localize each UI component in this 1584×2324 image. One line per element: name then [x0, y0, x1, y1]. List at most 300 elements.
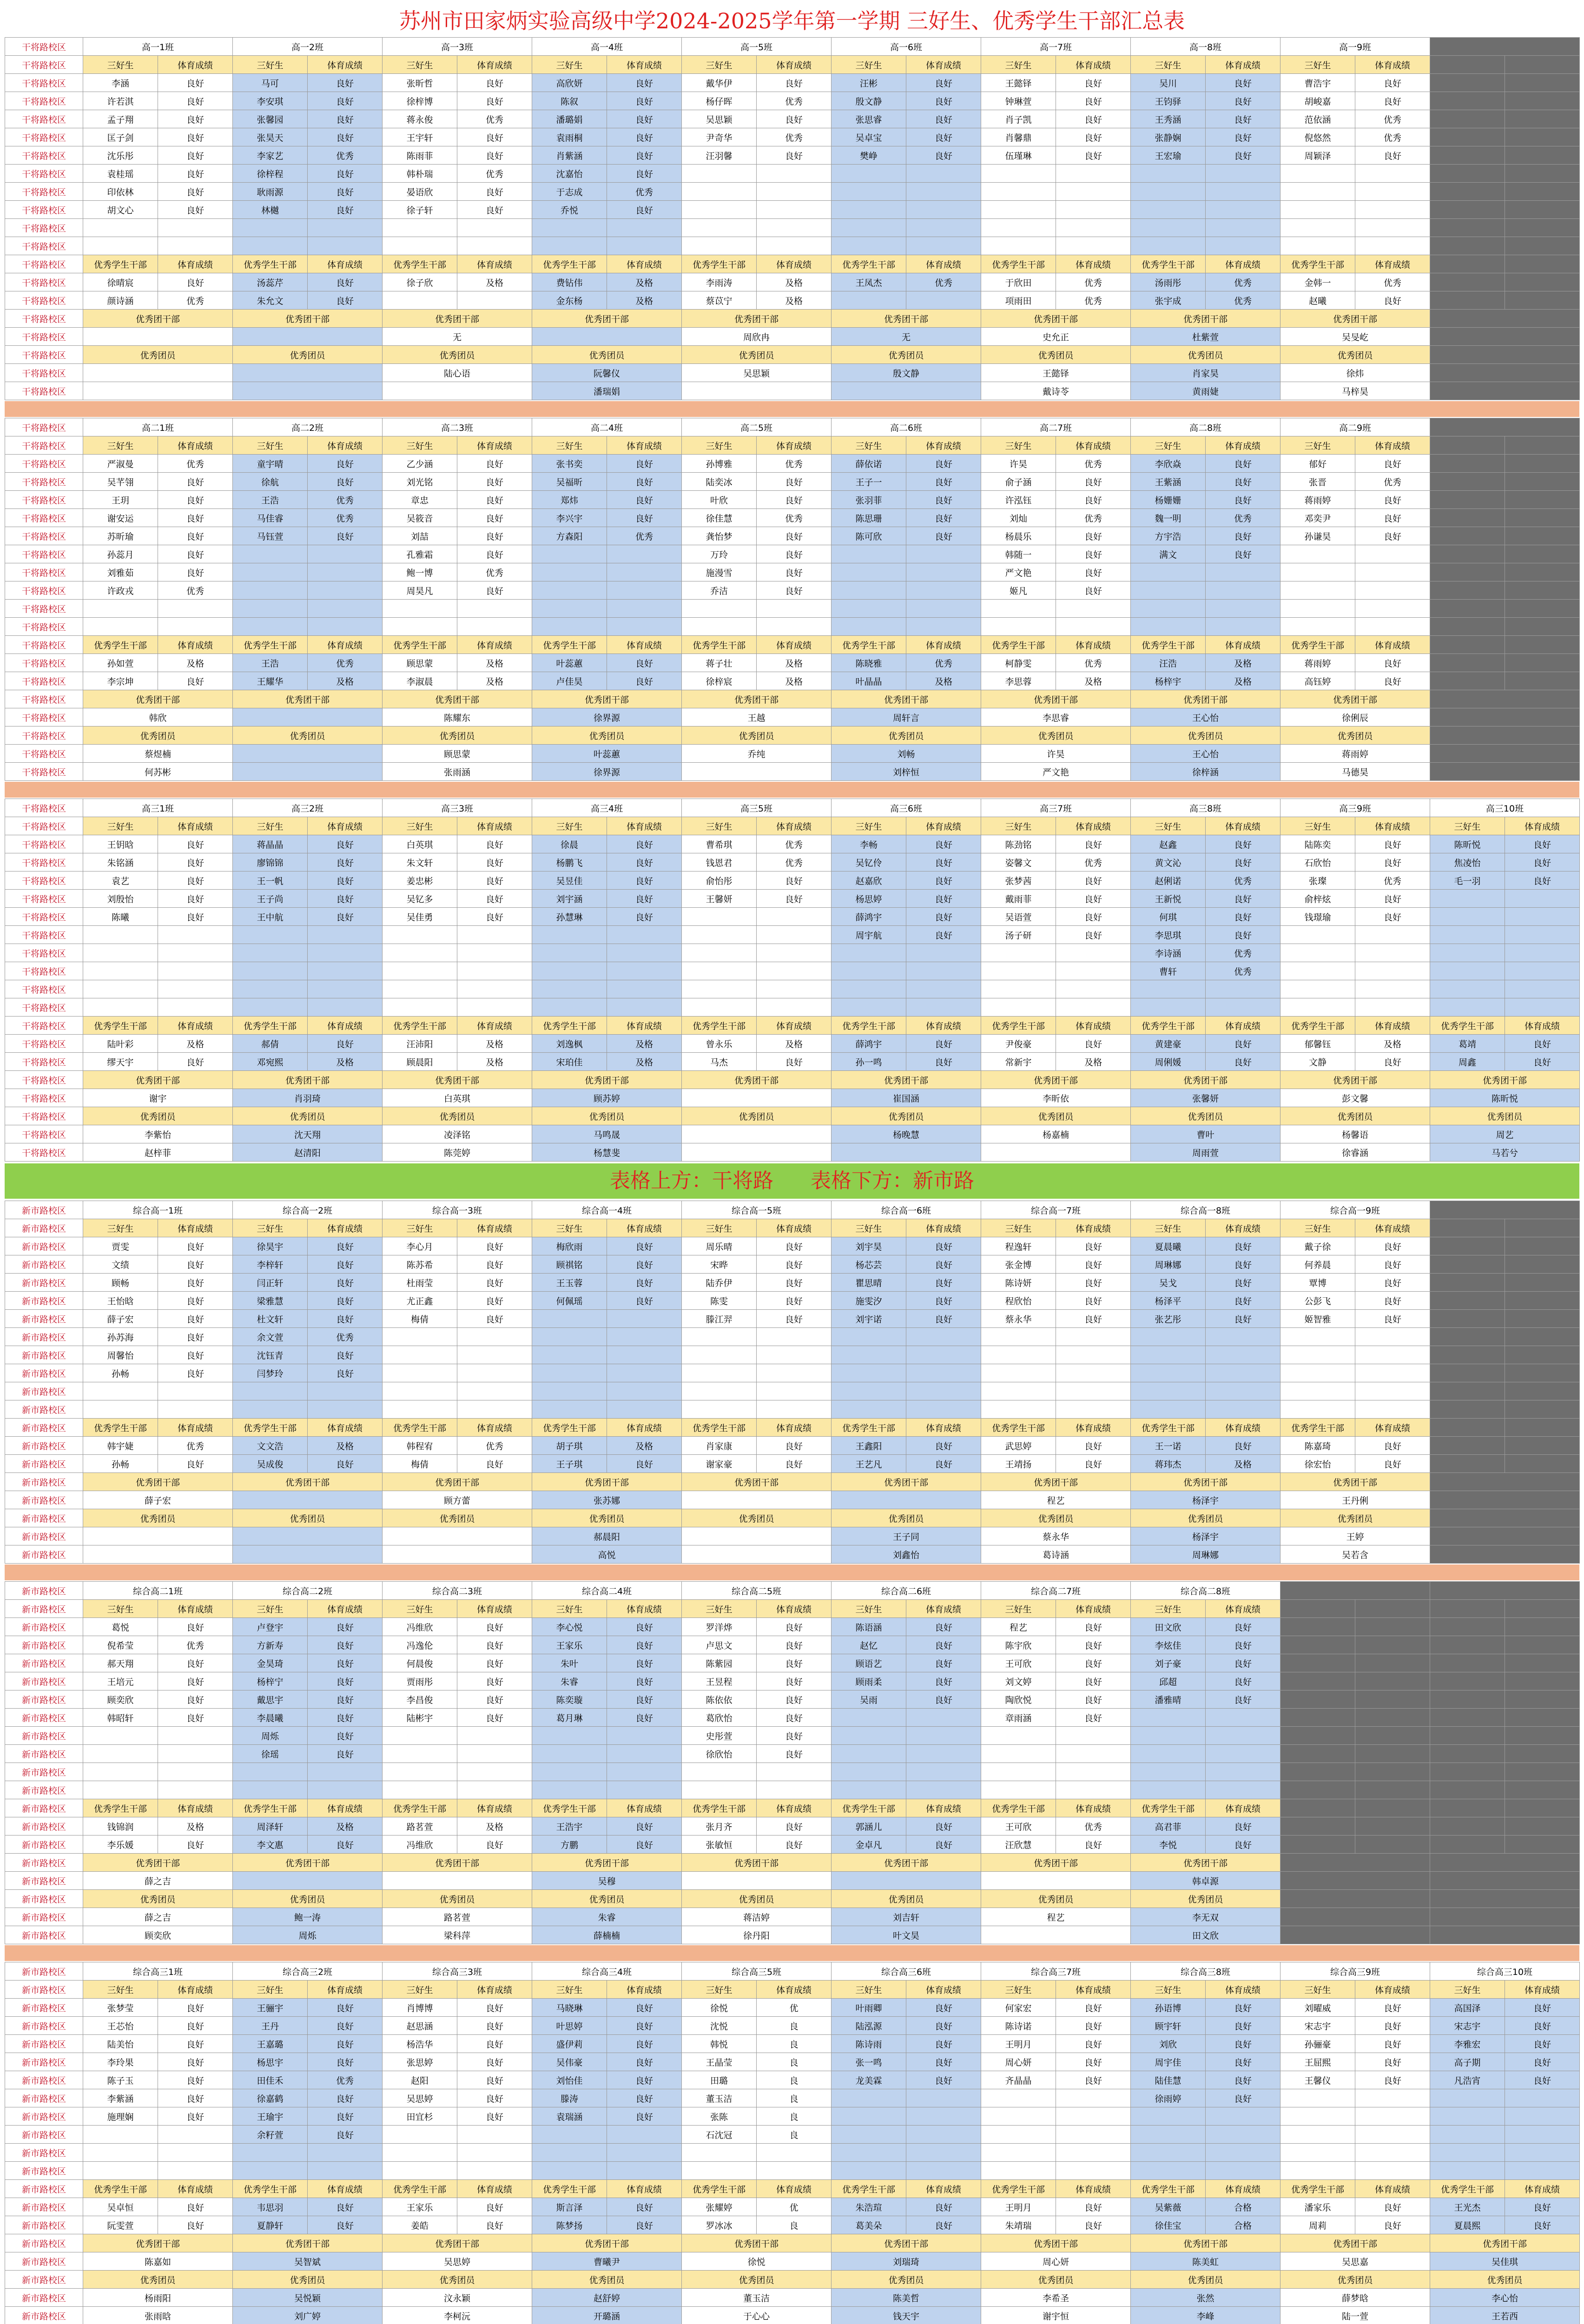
- sports-grade: 优秀: [1056, 273, 1131, 291]
- sports-grade: 良好: [1355, 509, 1430, 527]
- sports-grade: 良好: [607, 165, 682, 183]
- student-name: 蔡煜楠: [83, 745, 233, 763]
- student-name: 于欣田: [981, 273, 1056, 291]
- campus-label: 干将路校区: [5, 1071, 83, 1089]
- sports-grade: 及格: [607, 273, 682, 291]
- sports-grade: 良好: [906, 872, 981, 890]
- empty-cell: [1430, 708, 1580, 726]
- student-name: [682, 908, 757, 926]
- student-name: 何晨俊: [383, 1654, 457, 1672]
- student-name: 汪羽馨: [682, 146, 757, 165]
- class-name: 高三5班: [682, 799, 832, 817]
- class-name: 高二6班: [832, 418, 981, 436]
- student-name: [233, 708, 383, 726]
- col-header-sanhao: 三好生: [981, 436, 1056, 455]
- sports-grade: 良好: [906, 1672, 981, 1690]
- empty-cell: [1505, 1437, 1580, 1455]
- campus-label: 干将路校区: [5, 328, 83, 346]
- student-name: [83, 382, 233, 400]
- sports-grade: 良好: [158, 1835, 233, 1854]
- sports-grade: 良好: [158, 1690, 233, 1709]
- empty-cell: [1430, 1890, 1580, 1908]
- student-name: 刘文婷: [981, 1672, 1056, 1690]
- campus-label: 新市路校区: [5, 1509, 83, 1527]
- campus-label: 新市路校区: [5, 1981, 83, 1999]
- sports-grade: 良好: [607, 509, 682, 527]
- class-name: 高三9班: [1280, 799, 1430, 817]
- block-separator: [5, 782, 1579, 798]
- student-name: 李雅宏: [1430, 2035, 1505, 2053]
- student-name: [981, 2107, 1056, 2126]
- col-header-ganbu: 优秀学生干部: [383, 1017, 457, 1035]
- student-name: 尤正鑫: [383, 1292, 457, 1310]
- student-name: 周鑫: [1430, 1053, 1505, 1071]
- sports-grade: [757, 944, 832, 962]
- sports-grade: 良好: [1056, 581, 1131, 600]
- sports-grade: 优秀: [1056, 291, 1131, 310]
- empty-cell: [1355, 1690, 1430, 1709]
- empty-cell: [1505, 563, 1580, 581]
- sports-grade: 优秀: [1355, 872, 1430, 890]
- sports-grade: [906, 2144, 981, 2162]
- student-name: 马佳睿: [233, 509, 308, 527]
- sports-grade: 及格: [1056, 672, 1131, 690]
- campus-label: 新市路校区: [5, 1364, 83, 1382]
- col-header-sports: 体育成绩: [1355, 1017, 1430, 1035]
- sports-grade: 良好: [1206, 2035, 1280, 2053]
- student-name: [682, 980, 757, 998]
- sports-grade: [607, 1328, 682, 1346]
- campus-label: 新市路校区: [5, 2252, 83, 2271]
- student-name: 滕江羿: [682, 1310, 757, 1328]
- student-name: [233, 1382, 308, 1400]
- empty-cell: [1430, 328, 1580, 346]
- campus-label: 新市路校区: [5, 2107, 83, 2126]
- student-name: 王凤杰: [832, 273, 906, 291]
- campus-label: 干将路校区: [5, 128, 83, 146]
- col-header-sports: 体育成绩: [158, 2180, 233, 2198]
- sports-grade: 良好: [158, 1053, 233, 1071]
- class-name: 综合高一4班: [532, 1201, 682, 1219]
- sports-grade: 良好: [607, 1618, 682, 1636]
- student-name: 俞怡彤: [682, 872, 757, 890]
- sports-grade: 良好: [607, 1455, 682, 1473]
- student-name: 覃博: [1280, 1274, 1355, 1292]
- sports-grade: 优秀: [607, 183, 682, 201]
- empty-cell: [1430, 455, 1505, 473]
- sports-grade: 优秀: [1056, 1817, 1131, 1835]
- sports-grade: 良好: [607, 890, 682, 908]
- student-name: 葛美朵: [832, 2216, 906, 2234]
- col-header-sports: 体育成绩: [1056, 2180, 1131, 2198]
- student-name: [682, 600, 757, 618]
- student-name: 李畅: [832, 835, 906, 853]
- student-name: [233, 926, 308, 944]
- sports-grade: [158, 600, 233, 618]
- sports-grade: 良好: [1056, 2071, 1131, 2089]
- campus-label: 新市路校区: [5, 1781, 83, 1799]
- sports-grade: 良好: [158, 1364, 233, 1382]
- empty-cell: [1430, 1545, 1580, 1564]
- sports-grade: 良好: [757, 1745, 832, 1763]
- sports-grade: 及格: [308, 1437, 383, 1455]
- sports-grade: 及格: [607, 1035, 682, 1053]
- sports-grade: [308, 962, 383, 980]
- class-name: 高一6班: [832, 38, 981, 56]
- empty-cell: [1430, 1854, 1580, 1872]
- col-header-ganbu: 优秀学生干部: [1131, 1419, 1206, 1437]
- student-name: 刘怡佳: [532, 2071, 607, 2089]
- student-name: 程欣怡: [981, 1292, 1056, 1310]
- student-name: 金昊琦: [233, 1654, 308, 1672]
- section-header-tuanyuan: 优秀团员: [383, 1509, 532, 1527]
- sports-grade: [1206, 1709, 1280, 1727]
- class-name: 高一9班: [1280, 38, 1430, 56]
- student-name: 冯维欣: [383, 1835, 457, 1854]
- sports-grade: 优秀: [1206, 944, 1280, 962]
- student-name: 陈美哲: [832, 2289, 981, 2307]
- student-name: 顾雨柔: [832, 1672, 906, 1690]
- sports-grade: 良好: [1056, 835, 1131, 853]
- col-header-ganbu: 优秀学生干部: [1280, 255, 1355, 273]
- class-name: 综合高二1班: [83, 1582, 233, 1600]
- sports-grade: 良好: [1206, 1654, 1280, 1672]
- student-name: 杨芯芸: [832, 1255, 906, 1274]
- empty-cell: [1505, 1709, 1580, 1727]
- sports-grade: [607, 998, 682, 1017]
- col-header-sports: 体育成绩: [1355, 1219, 1430, 1237]
- sports-grade: [158, 1781, 233, 1799]
- student-name: 方新寿: [233, 1636, 308, 1654]
- student-name: 孟子翔: [83, 110, 158, 128]
- sports-grade: [1206, 1727, 1280, 1745]
- sports-grade: 良好: [308, 1274, 383, 1292]
- section-header-tuanyuan: 优秀团员: [383, 726, 532, 745]
- student-name: [1430, 980, 1505, 998]
- student-name: 梁雅慧: [233, 1292, 308, 1310]
- empty-cell: [1505, 1364, 1580, 1382]
- student-name: [832, 1727, 906, 1745]
- student-name: [1280, 1328, 1355, 1346]
- student-name: 薛依诺: [832, 455, 906, 473]
- sports-grade: [1056, 2126, 1131, 2144]
- class-name: 高三7班: [981, 799, 1131, 817]
- sports-grade: 良好: [1056, 1709, 1131, 1727]
- col-header-sports: 体育成绩: [1505, 1981, 1580, 1999]
- empty-cell: [1430, 618, 1505, 636]
- class-block-table: [5, 37, 1580, 400]
- student-name: 陈紫园: [682, 1654, 757, 1672]
- student-name: 鲍一博: [383, 563, 457, 581]
- student-name: 陈劲铭: [981, 835, 1056, 853]
- student-name: 郑炜: [532, 491, 607, 509]
- sports-grade: [457, 237, 532, 255]
- sports-grade: 良好: [1056, 1274, 1131, 1292]
- student-name: [83, 1545, 233, 1564]
- col-header-sports: 体育成绩: [158, 255, 233, 273]
- student-name: 周莉: [1280, 2216, 1355, 2234]
- col-header-ganbu: 优秀学生干部: [1280, 2180, 1355, 2198]
- student-name: 滕涛: [532, 2089, 607, 2107]
- sports-grade: 良好: [1206, 1690, 1280, 1709]
- student-name: [832, 998, 906, 1017]
- sports-grade: 良好: [457, 1636, 532, 1654]
- sports-grade: 良: [757, 2107, 832, 2126]
- section-header-tuanganbu: 优秀团干部: [1131, 2234, 1280, 2252]
- col-header-sanhao: 三好生: [1131, 1219, 1206, 1237]
- student-name: [981, 1745, 1056, 1763]
- sports-grade: 良好: [1206, 1274, 1280, 1292]
- col-header-sports: 体育成绩: [308, 1017, 383, 1035]
- sports-grade: 良好: [457, 2089, 532, 2107]
- student-name: 张敏恒: [682, 1835, 757, 1854]
- student-name: 陈嘉如: [83, 2252, 233, 2271]
- col-header-sports: 体育成绩: [457, 56, 532, 74]
- col-header-sanhao: 三好生: [233, 1600, 308, 1618]
- sports-grade: [607, 563, 682, 581]
- student-name: [682, 1527, 832, 1545]
- student-name: [1430, 926, 1505, 944]
- student-name: 梅倩: [383, 1310, 457, 1328]
- sports-grade: [1355, 1400, 1430, 1419]
- campus-label: 干将路校区: [5, 980, 83, 998]
- section-header-tuanganbu: 优秀团干部: [233, 1071, 383, 1089]
- section-header-tuanyuan: 优秀团员: [1131, 1509, 1280, 1527]
- empty-cell: [1505, 1745, 1580, 1763]
- student-name: 田璐: [682, 2071, 757, 2089]
- col-header-sports: 体育成绩: [607, 1981, 682, 1999]
- sports-grade: [1355, 2089, 1430, 2107]
- student-name: 张馨妍: [1131, 1089, 1280, 1107]
- student-name: [682, 1545, 832, 1564]
- student-name: 田佳禾: [233, 2071, 308, 2089]
- student-name: 王耀华: [233, 672, 308, 690]
- student-name: 周艺: [1430, 1125, 1580, 1143]
- student-name: 肖家昊: [1131, 364, 1280, 382]
- empty-cell: [1430, 1310, 1505, 1328]
- student-name: 薛之吉: [83, 1872, 233, 1890]
- student-name: 葛月琳: [532, 1709, 607, 1727]
- student-name: 马钰萱: [233, 527, 308, 545]
- student-name: 吴语萱: [981, 908, 1056, 926]
- student-name: 徐宏怡: [1280, 1455, 1355, 1473]
- sports-grade: [1056, 1328, 1131, 1346]
- student-name: 葛诗涵: [981, 1545, 1131, 1564]
- empty-cell: [1505, 1636, 1580, 1654]
- student-name: 李晨曦: [233, 1709, 308, 1727]
- student-name: [832, 563, 906, 581]
- student-name: 阮馨仪: [532, 364, 682, 382]
- empty-cell: [1280, 1709, 1355, 1727]
- sports-grade: 良好: [607, 1274, 682, 1292]
- divider-bottom-text: 表格下方：新市路: [811, 1169, 974, 1193]
- student-name: [832, 1328, 906, 1346]
- student-name: 曾永乐: [682, 1035, 757, 1053]
- empty-cell: [1280, 1654, 1355, 1672]
- student-name: 史彤萱: [682, 1727, 757, 1745]
- empty-cell: [1430, 1237, 1505, 1255]
- col-header-sports: 体育成绩: [1056, 56, 1131, 74]
- student-name: 马德昊: [1280, 763, 1430, 781]
- student-name: 汪浩: [1131, 654, 1206, 672]
- sports-grade: 良好: [757, 527, 832, 545]
- student-name: [981, 1364, 1056, 1382]
- empty-cell: [1430, 1382, 1505, 1400]
- col-header-ganbu: 优秀学生干部: [233, 255, 308, 273]
- student-name: 顾奕欣: [83, 1926, 233, 1944]
- sports-grade: [1056, 2089, 1131, 2107]
- section-header-tuanganbu: 优秀团干部: [83, 1473, 233, 1491]
- student-name: 蒋玮杰: [1131, 1455, 1206, 1473]
- empty-cell: [1505, 1274, 1580, 1292]
- section-header-tuanyuan: 优秀团员: [532, 346, 682, 364]
- student-name: [233, 1491, 383, 1509]
- col-header-sanhao: 三好生: [981, 817, 1056, 835]
- student-name: 张思睿: [832, 110, 906, 128]
- student-name: 王浩: [233, 491, 308, 509]
- sports-grade: 良好: [1206, 527, 1280, 545]
- col-header-sports: 体育成绩: [457, 436, 532, 455]
- section-header-tuanganbu: 优秀团干部: [383, 2234, 532, 2252]
- sports-grade: [158, 1400, 233, 1419]
- student-name: [1131, 2107, 1206, 2126]
- sports-grade: 良好: [308, 1636, 383, 1654]
- section-header-tuanganbu: 优秀团干部: [981, 1473, 1131, 1491]
- student-name: [1131, 1781, 1206, 1799]
- student-name: [233, 219, 308, 237]
- sports-grade: [308, 219, 383, 237]
- student-name: 陈宇欣: [981, 1636, 1056, 1654]
- student-name: 陶欣悦: [981, 1690, 1056, 1709]
- sports-grade: [607, 1727, 682, 1745]
- student-name: [682, 1089, 832, 1107]
- student-name: 杨思宇: [233, 2053, 308, 2071]
- sports-grade: 良: [757, 2126, 832, 2144]
- student-name: 匡子剑: [83, 128, 158, 146]
- campus-label: 干将路校区: [5, 527, 83, 545]
- campus-label: 干将路校区: [5, 491, 83, 509]
- student-name: [682, 1125, 832, 1143]
- campus-label: 新市路校区: [5, 1745, 83, 1763]
- col-header-sanhao: 三好生: [682, 1981, 757, 1999]
- student-name: 顾畅: [83, 1274, 158, 1292]
- sports-grade: [1056, 962, 1131, 980]
- student-name: [981, 1346, 1056, 1364]
- empty-cell: [1505, 1400, 1580, 1419]
- col-header-ganbu: 优秀学生干部: [83, 636, 158, 654]
- student-name: [383, 962, 457, 980]
- empty-cell: [1505, 1382, 1580, 1400]
- sports-grade: 及格: [457, 273, 532, 291]
- student-name: 马杰: [682, 1053, 757, 1071]
- student-name: 陈嘉琦: [1280, 1437, 1355, 1455]
- student-name: 乙少涵: [383, 455, 457, 473]
- sports-grade: 优秀: [158, 581, 233, 600]
- section-header-tuanyuan: 优秀团员: [83, 1107, 233, 1125]
- student-name: [83, 364, 233, 382]
- student-name: 王子琪: [532, 1455, 607, 1473]
- sports-grade: 良好: [906, 908, 981, 926]
- student-name: 李欣焱: [1131, 455, 1206, 473]
- student-name: 顾思蒙: [383, 745, 532, 763]
- section-header-tuanganbu: 优秀团干部: [383, 1473, 532, 1491]
- student-name: 孙苏海: [83, 1328, 158, 1346]
- sports-grade: [1505, 2162, 1580, 2180]
- section-header-tuanganbu: 优秀团干部: [682, 2234, 832, 2252]
- empty-cell: [1280, 1890, 1430, 1908]
- col-header-ganbu: 优秀学生干部: [682, 1799, 757, 1817]
- col-header-ganbu: 优秀学生干部: [832, 2180, 906, 2198]
- student-name: 杜紫萱: [1131, 328, 1280, 346]
- col-header-sports: 体育成绩: [1355, 255, 1430, 273]
- col-header-sports: 体育成绩: [757, 2180, 832, 2198]
- student-name: 徐炜: [1280, 364, 1430, 382]
- col-header-sports: 体育成绩: [906, 255, 981, 273]
- section-header-tuanganbu: 优秀团干部: [532, 310, 682, 328]
- student-name: [1280, 2144, 1355, 2162]
- student-name: 潘雅晴: [1131, 1690, 1206, 1709]
- student-name: 张然: [1131, 2289, 1280, 2307]
- sports-grade: 良好: [308, 1035, 383, 1053]
- student-name: 殷文静: [832, 92, 906, 110]
- col-header-sports: 体育成绩: [1355, 1981, 1430, 1999]
- campus-label: 干将路校区: [5, 672, 83, 690]
- col-header-sports: 体育成绩: [1056, 1799, 1131, 1817]
- sports-grade: 良好: [757, 563, 832, 581]
- student-name: 戴华伊: [682, 74, 757, 92]
- sports-grade: [1505, 908, 1580, 926]
- campus-label: 干将路校区: [5, 346, 83, 364]
- sports-grade: [158, 618, 233, 636]
- blocks-container: [5, 37, 1579, 2324]
- student-name: 周琳娜: [1131, 1545, 1280, 1564]
- sports-grade: 良好: [158, 92, 233, 110]
- student-name: 梅倩: [383, 1455, 457, 1473]
- sports-grade: 良好: [906, 2071, 981, 2089]
- sports-grade: 良好: [308, 1310, 383, 1328]
- student-name: 汶永颖: [383, 2289, 532, 2307]
- section-header-tuanganbu: 优秀团干部: [981, 310, 1131, 328]
- student-name: 许政戎: [83, 581, 158, 600]
- col-header-sanhao: 三好生: [1430, 817, 1505, 835]
- empty-cell: [1505, 1419, 1580, 1437]
- col-header-sanhao: 三好生: [1131, 436, 1206, 455]
- student-name: 王光杰: [1430, 2198, 1505, 2216]
- student-name: 李兴宇: [532, 509, 607, 527]
- student-name: [83, 980, 158, 998]
- sports-grade: [308, 581, 383, 600]
- student-name: 孙慧琳: [532, 908, 607, 926]
- sports-grade: [1206, 563, 1280, 581]
- empty-cell: [1505, 219, 1580, 237]
- student-name: [233, 1545, 383, 1564]
- student-name: 郭涵儿: [832, 1817, 906, 1835]
- student-name: 吴福昕: [532, 473, 607, 491]
- empty-cell: [1280, 1799, 1355, 1817]
- sports-grade: 及格: [607, 1053, 682, 1071]
- empty-cell: [1430, 1745, 1505, 1763]
- student-name: [832, 581, 906, 600]
- student-name: 韩程宥: [383, 1437, 457, 1455]
- empty-cell: [1355, 1709, 1430, 1727]
- sports-grade: 良好: [158, 2053, 233, 2071]
- student-name: [981, 1143, 1131, 1162]
- student-name: 吴钇多: [383, 890, 457, 908]
- sports-grade: [158, 1382, 233, 1400]
- student-name: [532, 1400, 607, 1419]
- sports-grade: [457, 1400, 532, 1419]
- student-name: [682, 201, 757, 219]
